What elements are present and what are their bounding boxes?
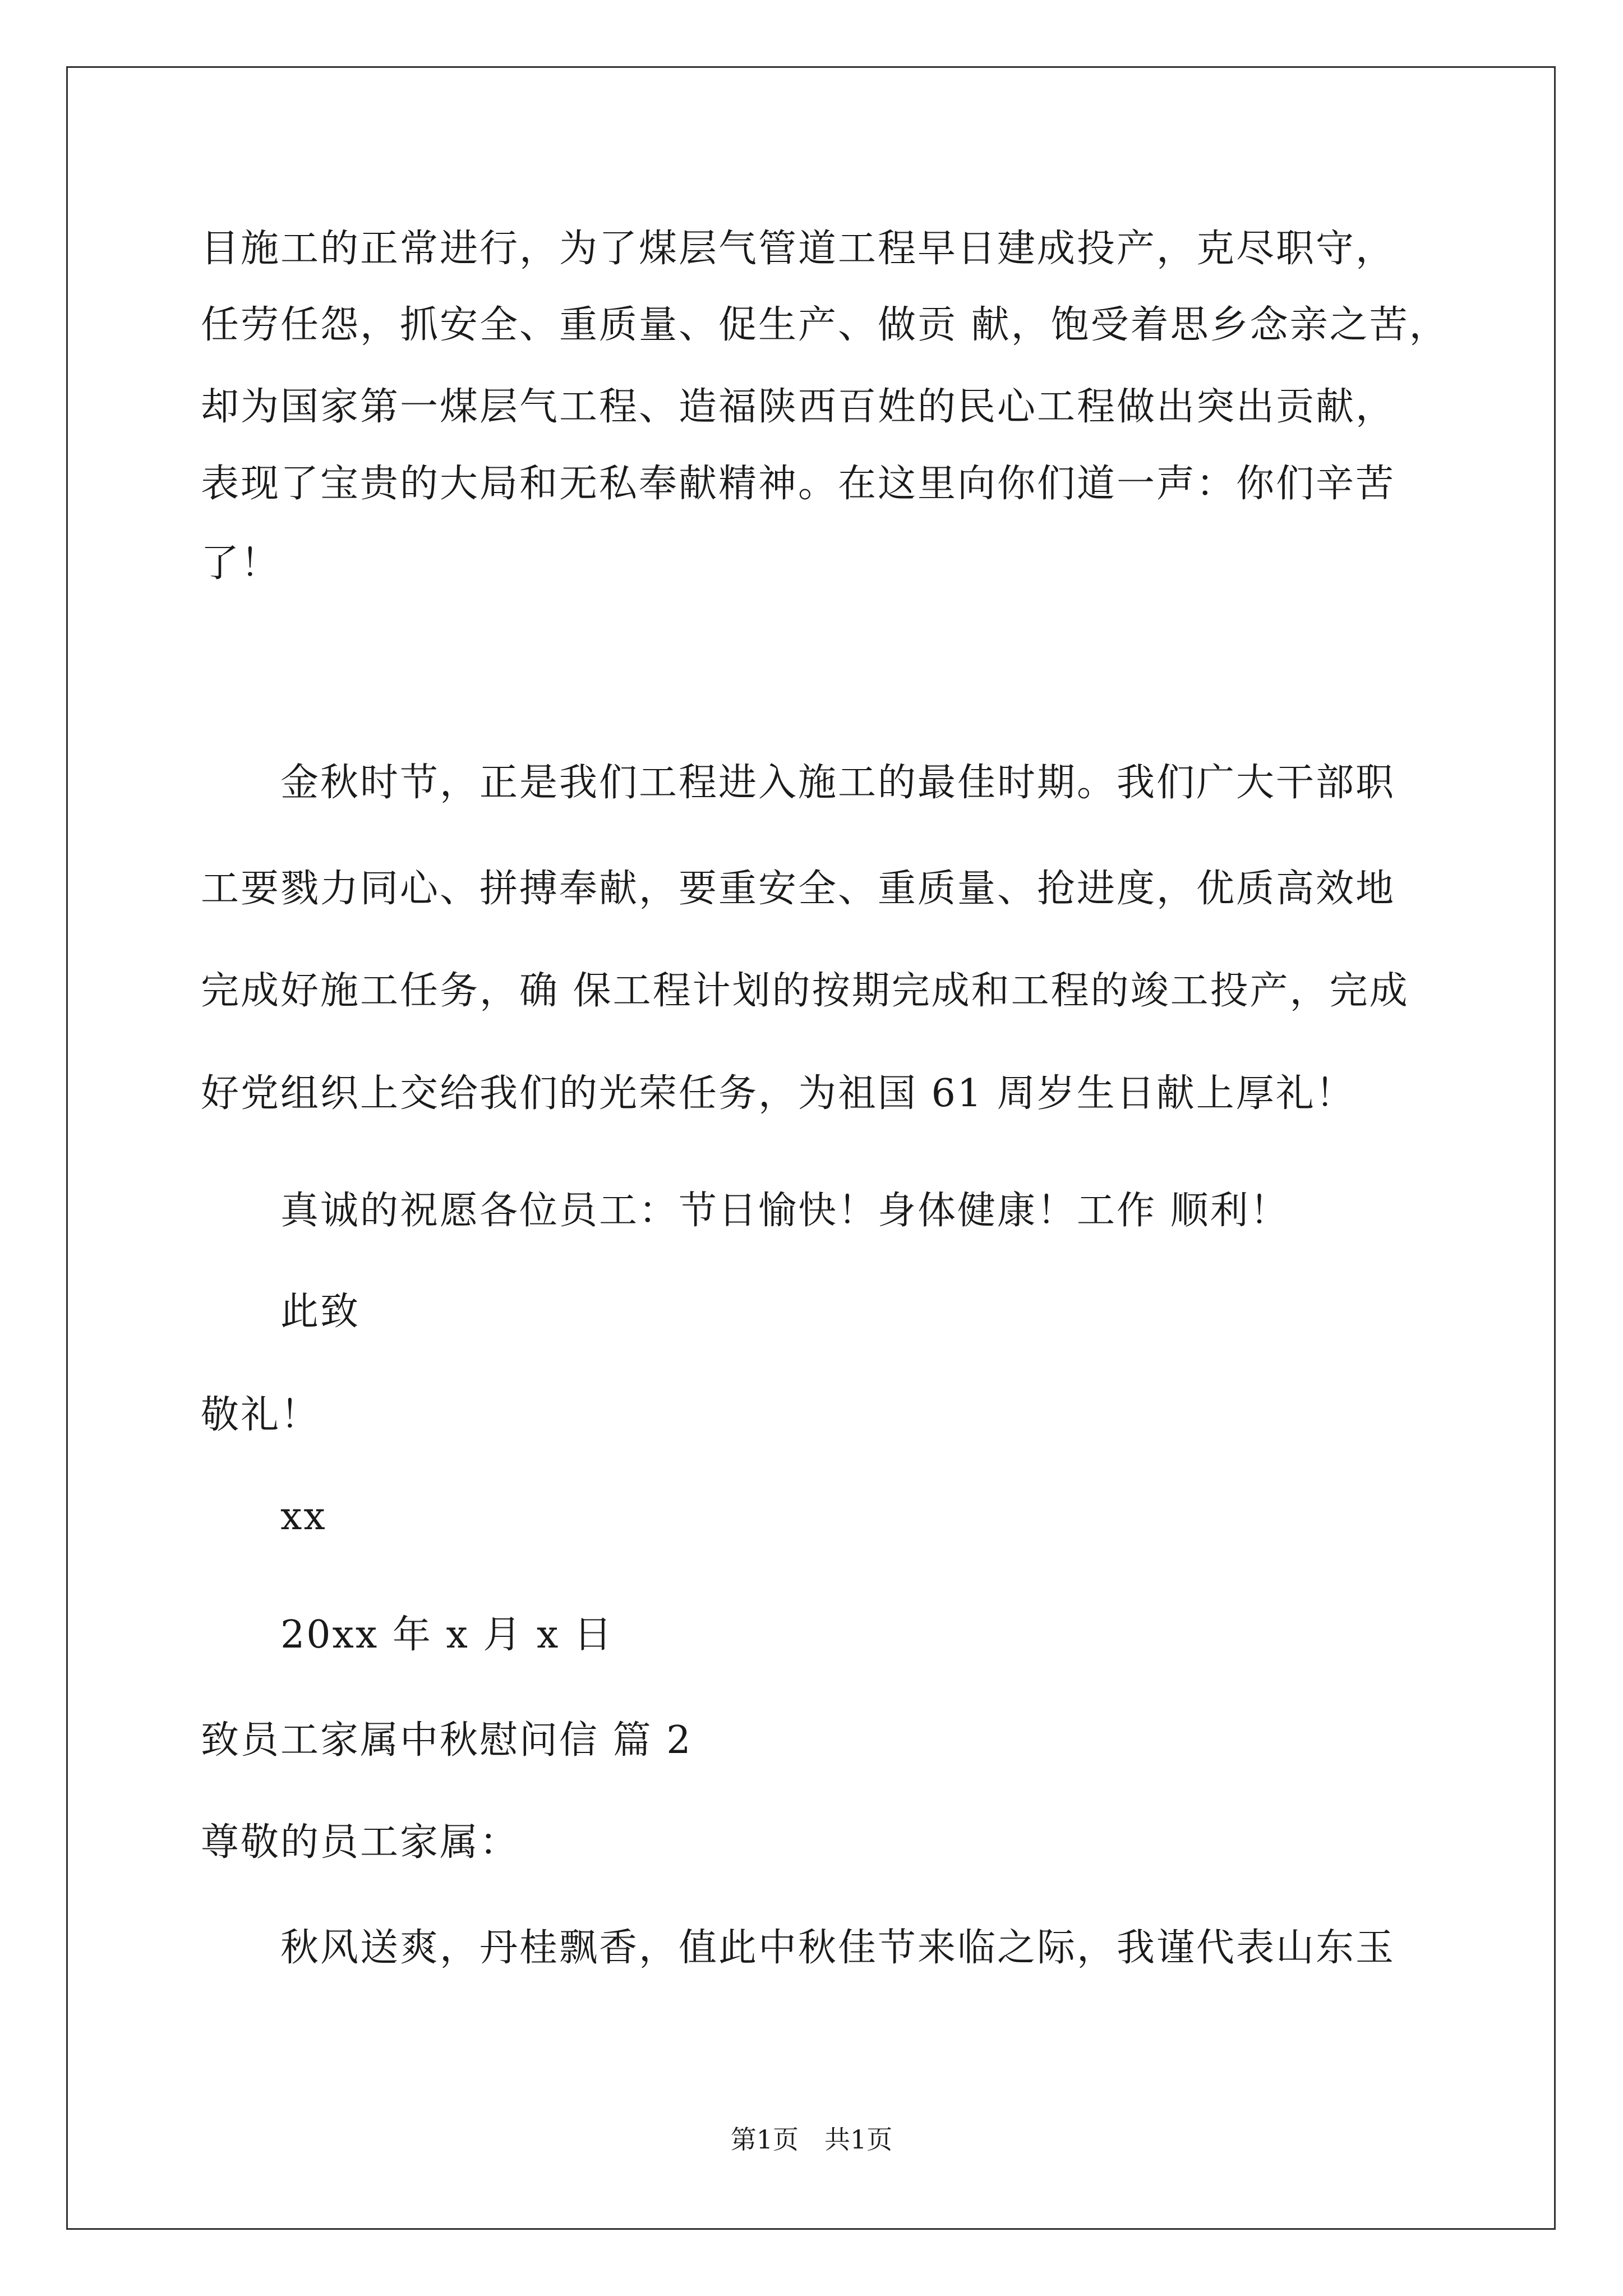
page-number: 第1页 共1页 (730, 2124, 893, 2155)
body-line: 任劳任怨，抓安全、重质量、促生产、做贡 献，饱受着思乡念亲之苦， (201, 303, 1449, 347)
closing-phrase: 此致 (280, 1290, 361, 1334)
date-line: 20xx 年 x 月 x 日 (280, 1613, 614, 1657)
paragraph-start-line: 秋风送爽，丹桂飘香，值此中秋佳节来临之际，我谨代表山东玉 (280, 1926, 1396, 1970)
body-line: 表现了宝贵的大局和无私奉献精神。在这里向你们道一声：你们辛苦 (201, 462, 1396, 506)
body-line: 工要戮力同心、拼搏奉献，要重安全、重质量、抢进度，优质高效地 (201, 867, 1396, 911)
greeting-line: 真诚的祝愿各位员工：节日愉快！身体健康！工作 顺利！ (280, 1189, 1290, 1233)
closing-salute: 敬礼！ (201, 1393, 321, 1437)
body-line: 好党组织上交给我们的光荣任务，为祖国 61 周岁生日献上厚礼！ (201, 1071, 1355, 1116)
paragraph-start-line: 金秋时节，正是我们工程进入施工的最佳时期。我们广大干部职 (280, 761, 1396, 805)
salutation: 尊敬的员工家属： (201, 1820, 520, 1865)
section-title: 致员工家属中秋慰问信 篇 2 (201, 1718, 693, 1763)
signature: xx (280, 1494, 327, 1539)
body-line: 了！ (201, 541, 281, 586)
body-line: 却为国家第一煤层气工程、造福陕西百姓的民心工程做出突出贡献， (201, 385, 1396, 429)
body-line: 完成好施工任务，确 保工程计划的按期完成和工程的竣工投产，完成 (201, 969, 1409, 1013)
body-line: 目施工的正常进行，为了煤层气管道工程早日建成投产，克尽职守， (201, 227, 1396, 271)
